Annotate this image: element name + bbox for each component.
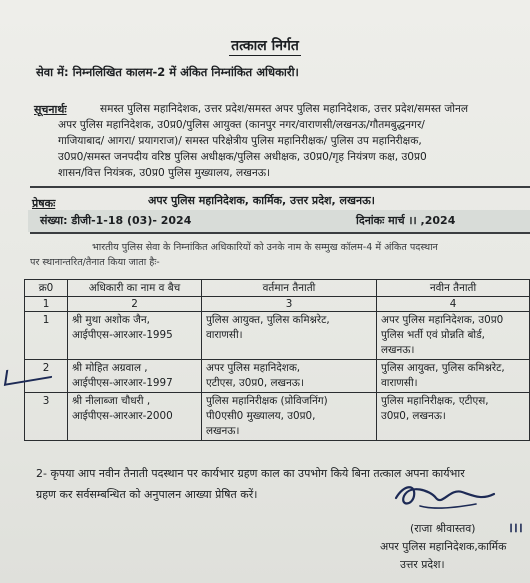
- batch-line: आईपीएस-आरआर-1995: [72, 329, 173, 341]
- preshak-label: प्रेषकः: [32, 197, 56, 210]
- document-title: तत्काल निर्गत: [231, 38, 299, 54]
- batch-line: आईपीएस-आरआर-2000: [72, 410, 173, 422]
- table-row: [25, 312, 530, 360]
- suchanarth-label: सूचनार्थः: [34, 103, 67, 116]
- reference-number: संख्या: डीजी-1-18 (03)- 2024: [40, 214, 192, 227]
- row-current-posting: [202, 393, 377, 441]
- suchanarth-line: गाजियाबाद/ आगरा/ प्रयागराज)/ समस्त परिक्षेत्रीय पुलिस महानिरीक्षक/ पुलिस उप महानिरीक्षक,: [58, 135, 422, 147]
- row-sn: 3: [25, 393, 68, 441]
- row-sn: 2: [25, 360, 68, 393]
- preshak-text: अपर पुलिस महानिदेशक, कार्मिक, उत्तर प्रदेश, लखनऊ।: [148, 194, 375, 207]
- posting-line: पुलिस महानिरीक्षक (प्रोविजनिंग): [206, 395, 328, 407]
- divider-line: [30, 186, 530, 188]
- signatory-state: उत्तर प्रदेश।: [400, 558, 445, 571]
- instruction-line: ग्रहण कर सर्वसम्बन्धित को अनुपालन आख्या प्रेषित करें।: [36, 488, 258, 501]
- col-header-current: वर्तमान तैनाती: [202, 280, 377, 297]
- col-number: 1: [25, 297, 68, 312]
- posting-line: पुलिस आयुक्त, पुलिस कमिश्नरेट,: [206, 314, 330, 326]
- row-new-posting: [377, 312, 530, 360]
- row-sn: 1: [25, 312, 68, 360]
- addressee-line: सेवा में: निम्नलिखित कालम-2 में अंकित निम्नांकित अधिकारी।: [36, 65, 299, 79]
- suchanarth-line: अपर पुलिस महानिदेशक, उ0प्र0/पुलिस आयुक्त (कानपुर नगर/वाराणसी/लखनऊ/गौतमबुद्धनगर/: [58, 119, 425, 131]
- col-number: 4: [377, 297, 530, 312]
- name-line: श्री मोहित अग्रवाल ,: [72, 362, 148, 374]
- posting-line: अपर पुलिस महानिदेशक, उ0प्र0: [381, 314, 504, 326]
- row-new-posting: [377, 393, 530, 441]
- row-officer-name: [68, 393, 202, 441]
- posting-line: पुलिस आयुक्त, पुलिस कमिश्नरेट,: [381, 362, 505, 374]
- row-officer-name: [68, 360, 202, 393]
- name-line: श्री नीलाब्जा चौधरी ,: [72, 395, 151, 407]
- posting-line: वाराणसी।: [206, 329, 243, 341]
- transfer-table: [24, 279, 530, 441]
- reference-date: दिनांकः मार्च ।। ,2024: [356, 214, 456, 227]
- row-current-posting: [202, 312, 377, 360]
- table-row: [25, 393, 530, 441]
- posting-line: लखनऊ।: [206, 425, 240, 437]
- posting-line: एटीएस, उ0प्र0, लखनऊ।: [206, 377, 304, 389]
- divider-line: [30, 232, 530, 234]
- row-new-posting: [377, 360, 530, 393]
- suchanarth-line: उ0प्र0/समस्त जनपदीय वरिष्ठ पुलिस अधीक्षक/पुलिस अधीक्षक, उ0प्र0/गृह नियंत्रण कक्ष, उ0प्र0: [58, 151, 427, 163]
- col-number: 2: [68, 297, 202, 312]
- signature-scribble-icon: [390, 476, 500, 516]
- posting-line: उ0प्र0, लखनऊ।: [381, 410, 446, 422]
- table-number-row: [25, 297, 530, 312]
- col-header-new: नवीन तैनाती: [377, 280, 530, 297]
- col-header-name: अधिकारी का नाम व बैच: [68, 280, 202, 297]
- intro-line: पर स्थानान्तरित/तैनात किया जाता हैः-: [30, 257, 160, 268]
- signatory-name: (राजा श्रीवास्तव): [410, 522, 476, 535]
- posting-line: पुलिस महानिरीक्षक, एटीएस,: [381, 395, 489, 407]
- instruction-line: 2- कृपया आप नवीन तैनाती पदस्थान पर कार्यभार ग्रहण काल का उपभोग किये बिना तत्काल अपना कार्यभार: [36, 467, 465, 480]
- name-line: श्री मुथा अशोक जैन,: [72, 314, 150, 326]
- signatory-designation: अपर पुलिस महानिदेशक,कार्मिक: [380, 540, 507, 553]
- suchanarth-line: समस्त पुलिस महानिदेशक, उत्तर प्रदेश/समस्त अपर पुलिस महानिदेशक, उत्तर प्रदेश/समस्त जोनल: [100, 103, 469, 115]
- col-header-sn: क्र0: [25, 280, 68, 297]
- posting-line: पुलिस भर्ती एवं प्रोन्नति बोर्ड,: [381, 329, 485, 341]
- posting-line: लखनऊ।: [381, 344, 415, 356]
- suchanarth-line: शासन/वित्त नियंत्रक, उ0प्र0 पुलिस मुख्यालय, लखनऊ।: [58, 167, 271, 179]
- table-row: [25, 360, 530, 393]
- table-header-row: [25, 280, 530, 297]
- row-officer-name: [68, 312, 202, 360]
- row-current-posting: [202, 360, 377, 393]
- col-number: 3: [202, 297, 377, 312]
- batch-line: आईपीएस-आरआर-1997: [72, 377, 173, 389]
- posting-line: वाराणसी।: [381, 377, 418, 389]
- posting-line: अपर पुलिस महानिदेशक,: [206, 362, 301, 374]
- handwritten-marks: ।।।: [508, 521, 523, 536]
- posting-line: पी0एसी0 मुख्यालय, उ0प्र0,: [206, 410, 316, 422]
- intro-line: भारतीय पुलिस सेवा के निम्नांकित अधिकारियों को उनके नाम के सम्मुख कॉलम-4 में अंकित पदस्थान: [92, 242, 438, 253]
